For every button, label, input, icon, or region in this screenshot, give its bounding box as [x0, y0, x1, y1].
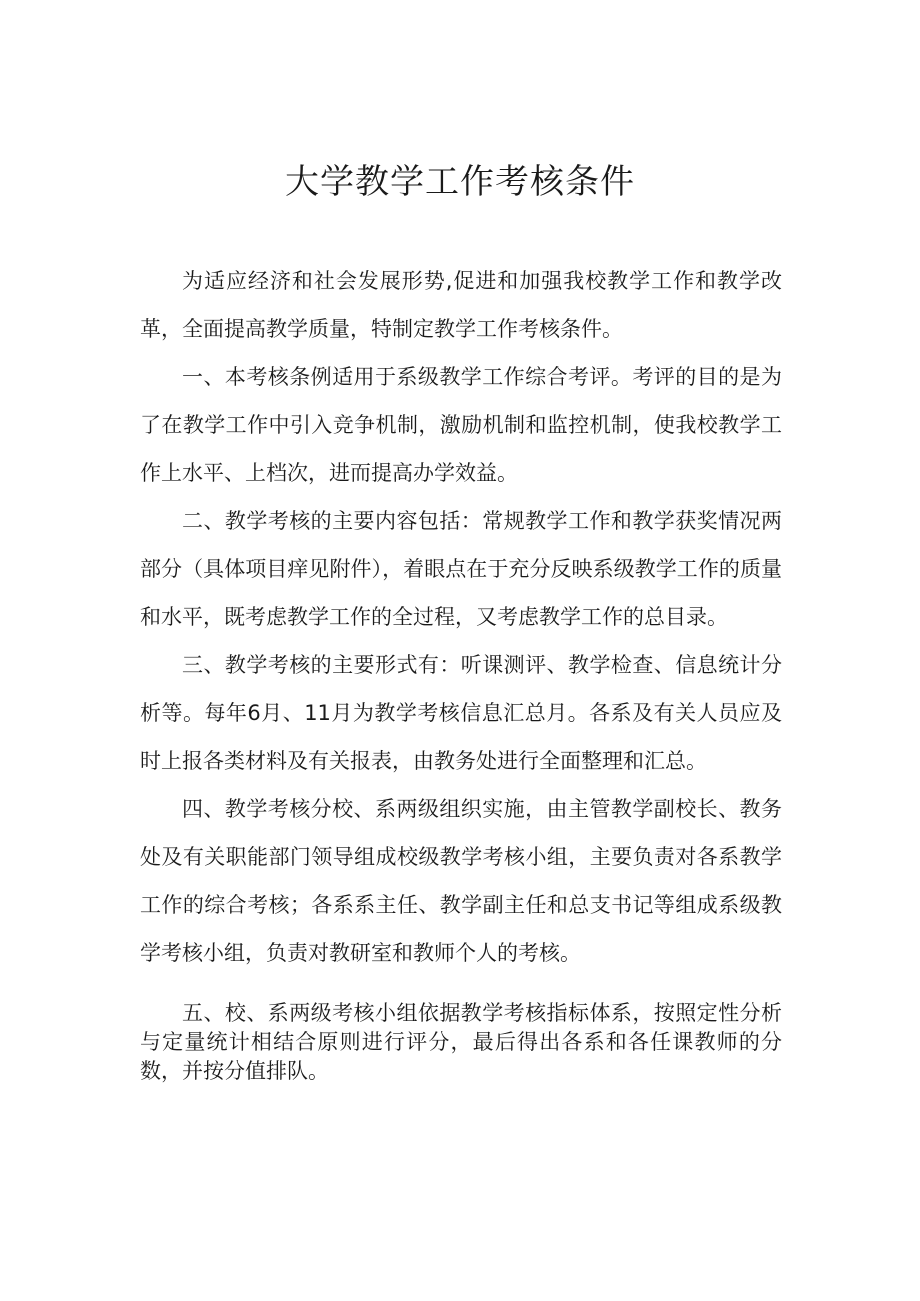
paragraph-clause-5: 五、校、系两级考核小组依据教学考核指标体系，按照定性分析与定量统计相结合原则进行评分，最后得出各系和各任课教师的分数，并按分值排队。	[140, 1001, 782, 1083]
paragraph-intro: 为适应经济和社会发展形势,促进和加强我校教学工作和教学改革，全面提高教学质量，特制定教学工作考核条件。	[140, 269, 782, 341]
paragraph-clause-1: 一、本考核条例适用于系级教学工作综合考评。考评的目的是为了在教学工作中引入竞争机制，激励机制和监控机制，使我校教学工作上水平、上档次，进而提高办学效益。	[140, 365, 782, 485]
document-title: 大学教学工作考核条件	[285, 162, 635, 202]
paragraph-clause-3: 三、教学考核的主要形式有：听课测评、教学检查、信息统计分析等。每年6月、11月为教学考核信息汇总月。各系及有关人员应及时上报各类材料及有关报表，由教务处进行全面整理和汇总。	[140, 653, 782, 773]
paragraph-clause-4: 四、教学考核分校、系两级组织实施，由主管教学副校长、教务处及有关职能部门领导组成校级教学考核小组，主要负责对各系教学工作的综合考核；各系系主任、教学副主任和总支书记等组成系级教学考核小组，负责对教研室和教师个人的考核。	[140, 797, 782, 965]
paragraph-clause-2: 二、教学考核的主要内容包括：常规教学工作和教学获奖情况两部分（具体项目痒见附件），着眼点在于充分反映系级教学工作的质量和水平，既考虑教学工作的全过程，又考虑教学工作的总目录。	[140, 509, 782, 629]
document-body	[140, 257, 782, 1086]
